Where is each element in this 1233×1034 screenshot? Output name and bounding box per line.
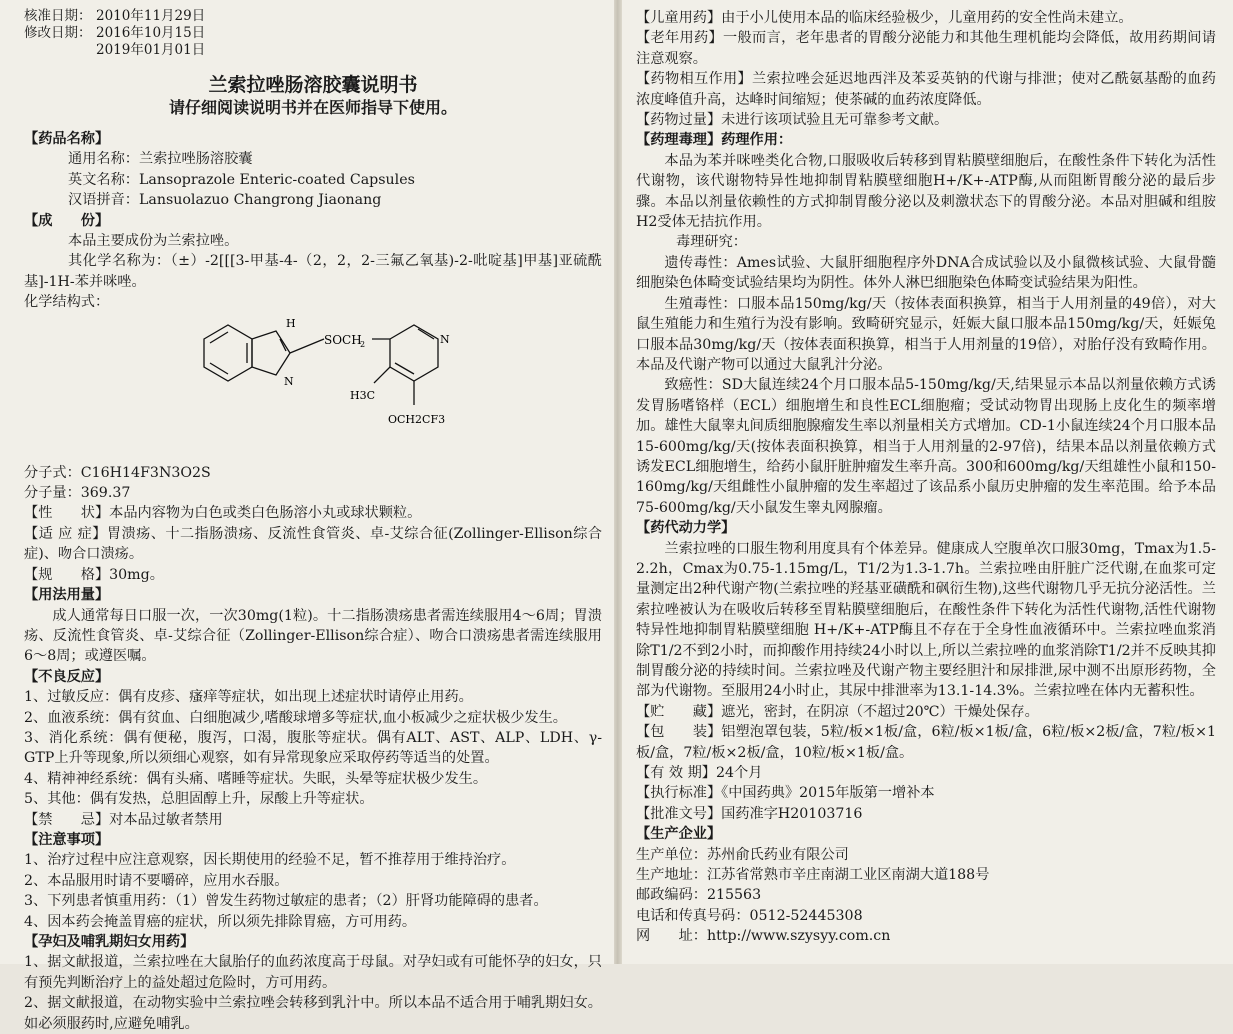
adverse-item: 4、精神神经系统：偶有头痛、嗜睡等症状。失眠，头晕等症状极少发生。 [24,770,488,787]
pharmacokinetics-heading: 【药代动力学】 [636,520,736,537]
adverse-item: 2、血液系统：偶有贫血、白细胞减少,嗜酸球增多等症状,血小板减少之症状极少发生。 [24,709,567,726]
contraindications: 【禁 忌】对本品过敏者禁用 [24,811,223,828]
specification: 【规 格】30mg。 [24,566,164,583]
adverse-item: 1、过敏反应：偶有皮疹、瘙痒等症状，如出现上述症状时请停止用药。 [24,689,473,706]
modify-date-label: 修改日期： [24,25,92,41]
standard: 【执行标准】《中国药典》2015年版第一增补本 [636,785,935,802]
svg-text:N: N [440,332,450,346]
english-name: 英文名称：Lansoprazole Enteric-coated Capsules [68,171,415,188]
verify-date-label: 核准日期： [24,8,92,24]
molecular-weight: 分子量：369.37 [24,485,131,502]
adverse-item: 3、消化系统：偶有便秘，腹泻，口渴，腹胀等症状。偶有ALT、AST、ALP、LDH、γ-GTP上升等现象,所以须细心观察，如有异常现象应采取停药等适当的处置。 [24,729,602,767]
toxicology-heading: 毒理研究： [676,234,747,251]
pharmacokinetics-text: 兰索拉唑的口服生物利用度具有个体差异。健康成人空腹单次口服30mg，Tmax为1.5-2.2h，Cmax为0.75-1.15mg/L，T1/2为1.3-1.7h。兰索拉唑由肝脏广泛代谢,在血浆可定量测定出2种代谢产物(兰索拉唑的羟基亚磺酰和砜衍生物),这些代谢物几乎无抗分泌活性。兰索拉唑被认为在吸收后转移至胃粘膜壁细胞后，在酸性条件下转化为活性代谢物,活性代谢物特异性地抑制胃粘膜壁细胞 H+/K+-ATP酶且不存在于全身性血液循环中。兰索拉唑血浆消除T1/2不到2小时，而抑酸作用持续24小时以上,所以兰索拉唑的血浆消除T1/2并不反映其抑制胃酸分泌的持续时间。兰索拉唑及代谢产物主要经胆汁和尿排泄,尿中测不出原形药物，全部为代谢物。至服用24小时止，其尿中排泄率为13.1-14.3%。兰索拉唑在体内无蓄积性。 [636,540,1216,700]
page-subtitle: 请仔细阅读说明书并在医师指导下使用。 [168,98,457,117]
structure-label: 化学结构式： [24,294,110,311]
precaution-item: 4、因本药会掩盖胃癌的症状，所以须先排除胃癌，方可用药。 [24,913,417,930]
manufacturer-name: 生产单位：苏州俞氏药业有限公司 [636,846,849,863]
pregnancy-heading: 【孕妇及哺乳期妇女用药】 [24,934,195,950]
approval-number: 【批准文号】国药准字H20103716 [636,805,863,822]
precaution-item: 2、本品服用时请不要嚼碎，应用水吞服。 [24,872,289,889]
pregnancy-item: 2、据文献报道，在动物实验中兰索拉唑会转移到乳汁中。所以本品不适合用于哺乳期妇女。如必须服药时,应避免哺乳。 [24,995,602,1032]
storage: 【贮 藏】遮光，密封，在阴凉（不超过20℃）干燥处保存。 [636,703,1039,720]
page-title: 兰索拉唑肠溶胶囊说明书 [208,74,418,96]
page-fold [614,0,622,964]
adverse-heading: 【不良反应】 [24,668,110,685]
svg-text:N: N [284,374,294,388]
dosage-heading: 【用法用量】 [24,587,110,604]
chemical-structure-drawing [174,313,474,463]
phone: 电话和传真号码：0512-52445308 [636,907,863,924]
svg-text:H: H [286,316,296,330]
package: 【包 装】铝塑泡罩包装，5粒/板×1板/盒，6粒/板×1板/盒，6粒/板×2板/盒，7粒/板×1板/盒，7粒/板×2板/盒，10粒/板×1板/盒。 [636,724,1216,761]
children-use: 【儿童用药】由于小儿使用本品的临床经验极少，儿童用药的安全性尚未建立。 [636,10,1133,26]
pregnancy-item: 1、据文献报道，兰索拉唑在大鼠胎仔的血药浓度高于母鼠。对孕妇或有可能怀孕的妇女，只有预先判断治疗上的益处超过危险时，方可用药。 [24,954,602,991]
svg-text:OCH2CF3: OCH2CF3 [388,412,446,426]
chemical-structure [174,313,602,463]
drug-name-heading: 【药品名称】 [24,131,110,147]
manufacturer-heading: 【生产企业】 [636,826,722,843]
svg-text:2: 2 [360,339,366,349]
chem-name: 其化学名称为：（±）-2[[[3-甲基-4-（2，2，2-三氟乙氧基)-2-吡啶基]甲基]亚硫酰基]-1H-苯并咪唑。 [24,253,602,290]
drug-interactions: 【药物相互作用】兰索拉唑会延迟地西泮及苯妥英钠的代谢与排泄；使对乙酰氨基酚的血药浓度峰值升高，达峰时间缩短；使茶碱的血药浓度降低。 [636,71,1216,108]
adverse-item: 5、其他：偶有发热，总胆固醇上升，尿酸上升等症状。 [24,791,374,808]
manufacturer-address: 生产地址：江苏省常熟市辛庄南湖工业区南湖大道188号 [636,867,990,884]
svg-text:SOCH: SOCH [324,332,362,347]
precautions-heading: 【注意事项】 [24,831,110,848]
carcinogenicity: 致癌性：SD大鼠连续24个月口服本品5-150mg/kg/天,结果显示本品以剂量依赖方式诱发胃肠嗜铬样（ECL）细胞增生和良性ECL细胞瘤；受试动物胃出现肠上皮化生的频率增加。雄性大鼠睾丸间质细胞腺瘤发生率以剂量相关方式增加。CD-1小鼠连续24个月口服本品15-600mg/kg/天(按体表面积换算，相当于人用剂量的2-97倍)，结果本品以剂量依赖方式诱发ECL细胞增生，给药小鼠肝脏肿瘤发生率升高。300和600mg/kg/天组雄性小鼠和150-160mg/kg/天组雌性小鼠肿瘤的发生率超过了该品系小鼠历史肿瘤的发生率范围。给予本品75-600mg/kg/天小鼠发生睾丸网腺瘤。 [636,377,1216,516]
ingredients-heading: 【成 份】 [24,212,110,229]
dosage-text: 成人通常每日口服一次，一次30mg(1粒)。十二指肠溃疡患者需连续服用4～6周；胃溃疡、反流性食管炎、卓-艾综合征（Zollinger-Ellison综合症）、吻合口溃疡患者需连续服用6～8周；或遵医嘱。 [24,607,602,665]
pharmacology-heading: 【药理毒理】药理作用： [636,132,793,149]
website-link[interactable]: 网 址：http://www.szysyy.com.cn [636,928,891,945]
modify-date-2: 2019年01月01日 [96,42,206,58]
precaution-item: 1、治疗过程中应注意观察，因长期使用的经验不足，暂不推荐用于维持治疗。 [24,852,516,869]
genotoxicity: 遗传毒性：Ames试验、大鼠肝细胞程序外DNA合成试验以及小鼠微核试验、大鼠骨髓细胞染色体畸变试验结果均为阴性。体外人淋巴细胞染色体畸变试验结果为阳性。 [636,254,1216,292]
pinyin-name: 汉语拼音：Lansuolazuo Changrong Jiaonang [68,192,382,209]
generic-name: 通用名称：兰索拉唑肠溶胶囊 [68,151,253,168]
ingredients-main: 本品主要成份为兰索拉唑。 [68,233,239,250]
molecular-formula: 分子式：C16H14F3N3O2S [24,464,211,481]
overdose: 【药物过量】未进行该项试验且无可靠参考文献。 [636,112,949,129]
elderly-use: 【老年用药】一般而言，老年患者的胃酸分泌能力和其他生理机能均会降低，故用药期间请注意观察。 [636,30,1216,67]
svg-text:H3C: H3C [350,388,376,402]
appearance: 【性 状】本品内容物为白色或类白色肠溶小丸或球状颗粒。 [24,505,422,522]
indications: 【适 应 症】胃溃疡、十二指肠溃疡、反流性食管炎、卓-艾综合征(Zollinger-Ellison综合症)、吻合口溃疡。 [24,525,602,563]
precaution-item: 3、下列患者慎重用药：（1）曾发生药物过敏症的患者；（2）肝肾功能障碍的患者。 [24,893,548,910]
pharmacology-text: 本品为苯并咪唑类化合物,口服吸收后转移到胃粘膜壁细胞后，在酸性条件下转化为活性代谢物，该代谢物特异性地抑制胃粘膜壁细胞H+/K+-ATP酶,从而阻断胃酸分泌的最后步骤。本品以剂量依赖性的方式抑制胃酸分泌以及刺激状态下的胃酸分泌。本品对胆碱和组胺H2受体无拮抗作用。 [636,152,1216,231]
right-column [636,8,1216,960]
postcode: 邮政编码：215563 [636,887,762,904]
modify-date-1: 2016年10月15日 [96,25,206,41]
verify-date: 2010年11月29日 [96,8,206,24]
reproductive-toxicity: 生殖毒性：口服本品150mg/kg/天（按体表面积换算，相当于人用剂量的49倍），对大鼠生殖能力和生殖行为没有影响。致畸研究显示，妊娠大鼠口服本品150mg/kg/天，妊娠兔口服本品30mg/kg/天（按体表面积换算，相当于人用剂量的19倍），对胎仔没有致畸作用。本品及代谢产物可以通过大鼠乳汁分泌。 [636,295,1216,373]
validity: 【有 效 期】24个月 [636,765,763,782]
date-block [24,8,602,59]
left-column [24,8,602,1032]
